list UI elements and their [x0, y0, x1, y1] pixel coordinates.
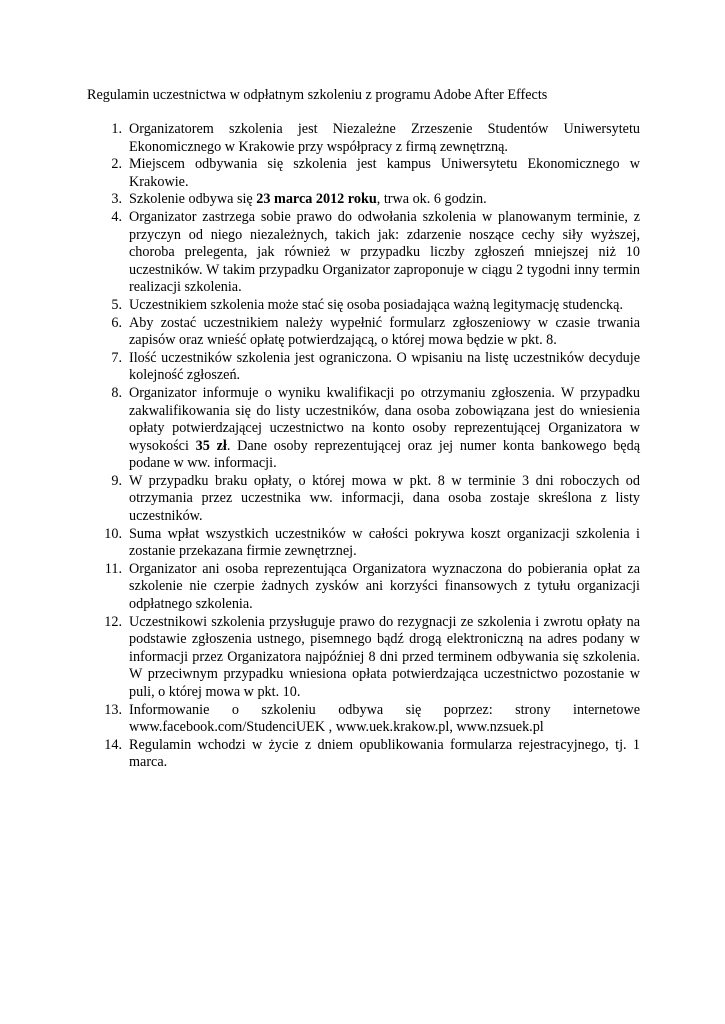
rule-number: 5. — [111, 296, 122, 313]
rule-text-segment: Ilość uczestników szkolenia jest ograniczona. O wpisaniu na listę uczestników decyduje kolejność zgłoszeń. — [129, 349, 640, 384]
rule-item — [85, 315, 640, 350]
rule-text-segment: Aby zostać uczestnikiem należy wypełnić formularz zgłoszeniowy w czasie trwania zapisów oraz wnieść opłatę potwierdzającą, o której mowa będzie w pkt. 8. — [129, 314, 640, 349]
rule-number: 7. — [111, 349, 122, 366]
rule-number: 8. — [111, 384, 122, 401]
rule-text — [129, 191, 487, 207]
rule-text-segment: Organizator ani osoba reprezentująca Organizatora wyznaczona do pobierania opłat za szkolenie nie czerpie żadnych zysków ani korzyści finansowych z tytułu organizacji odpłatnego szkolenia. — [129, 560, 640, 613]
rule-item — [85, 121, 640, 156]
rule-number: 12. — [104, 613, 122, 630]
rule-item — [85, 702, 640, 737]
rule-number: 9. — [111, 472, 122, 489]
rule-item — [85, 191, 640, 209]
rule-text-segment: Uczestnikiem szkolenia może stać się osoba posiadająca ważną legitymację studencką. — [129, 296, 623, 313]
rule-item — [85, 561, 640, 614]
rule-text — [129, 473, 640, 524]
rule-number: 13. — [104, 701, 122, 718]
rule-text — [129, 561, 640, 612]
rule-item — [85, 209, 640, 297]
rule-item — [85, 385, 640, 473]
rule-number: 11. — [104, 560, 122, 577]
rule-item — [85, 526, 640, 561]
rule-number: 4. — [111, 208, 122, 225]
rule-number: 1. — [111, 121, 122, 137]
rule-text-segment: Organizator informuje o wyniku kwalifikacji po otrzymaniu zgłoszenia. W przypadku zakwalifikowania się do listy uczestników, dana osoba zobowiązana jest do wniesienia opłaty potwierdzającej uczestnictwo na konto osoby reprezentującej Organizatora w wysokości — [129, 384, 640, 454]
rule-text-segment: Suma wpłat wszystkich uczestników w całości pokrywa koszt organizacji szkolenia i zostanie przekazana firmie zewnętrznej. — [129, 525, 640, 560]
rule-text-segment: . Dane osoby reprezentującej oraz jej numer konta bankowego będą podane w ww. informacji. — [129, 437, 640, 472]
rule-text — [129, 350, 640, 384]
rule-number: 6. — [111, 314, 122, 331]
rule-number: 2. — [111, 156, 122, 173]
rule-item — [85, 473, 640, 526]
rule-text — [129, 209, 640, 295]
rules-list — [85, 121, 640, 772]
rule-text-bold: 23 marca 2012 roku — [256, 191, 377, 208]
rule-text — [129, 121, 640, 155]
rule-number: 10. — [104, 525, 122, 542]
rule-text-segment: Informowanie o szkoleniu odbywa się poprzez: strony internetowe www.facebook.com/StudenciUEK , www.uek.krakow.pl, www.nzsuek.pl — [129, 701, 640, 736]
rule-text-segment: Miejscem odbywania się szkolenia jest kampus Uniwersytetu Ekonomicznego w Krakowie. — [129, 156, 640, 190]
rule-text-segment: W przypadku braku opłaty, o której mowa w pkt. 8 w terminie 3 dni roboczych od otrzymania przez uczestnika ww. informacji, dana osoba zostaje skreślona z listy uczestników. — [129, 472, 640, 525]
rule-item — [85, 737, 640, 772]
rule-number: 14. — [104, 736, 122, 753]
rule-text-segment: Uczestnikowi szkolenia przysługuje prawo do rezygnacji ze szkolenia i zwrotu opłaty na podstawie zgłoszenia ustnego, pisemnego bądź drogą elektroniczną na adres podany w informacji przez Organizatora najpóźniej 8 dni przed terminem odbywania się szkolenia. W przeciwnym przypadku wniesiona opłata potwierdzająca uczestnictwo pozostanie w puli, o której mowa w pkt. 10. — [129, 613, 640, 700]
document-title: Regulamin uczestnictwa w odpłatnym szkoleniu z programu Adobe After Effects — [87, 87, 548, 103]
rule-text-bold: 35 zł — [195, 437, 227, 454]
rule-text — [129, 614, 640, 700]
rule-number: 3. — [111, 191, 122, 208]
rule-text-segment: Szkolenie odbywa się — [129, 191, 257, 208]
rule-text — [129, 737, 640, 771]
rule-text — [129, 385, 640, 471]
rule-text — [129, 156, 640, 190]
rule-text — [129, 297, 623, 313]
rule-text-segment: , trwa ok. 6 godzin. — [376, 191, 487, 208]
rule-text — [129, 702, 640, 736]
rule-item — [85, 297, 640, 315]
rule-item — [85, 614, 640, 702]
rule-text-segment: Regulamin wchodzi w życie z dniem opublikowania formularza rejestracyjnego, tj. 1 marca. — [129, 736, 640, 771]
rule-text-segment: Organizator zastrzega sobie prawo do odwołania szkolenia w planowanym terminie, z przyczyn od niego niezależnych, takich jak: zdarzenie noszące cechy siły wyższej, choroba prelegenta, jak również w przypadku liczby zgłoszeń mniejszej niż 10 uczestników. W takim przypadku Organizator zaproponuje w ciągu 2 tygodni inny termin realizacji szkolenia. — [129, 208, 640, 296]
rule-text — [129, 315, 640, 349]
rule-item — [85, 156, 640, 191]
rule-text-segment: Organizatorem szkolenia jest Niezależne Zrzeszenie Studentów Uniwersytetu Ekonomicznego w Krakowie przy współpracy z firmą zewnętrzną. — [129, 121, 640, 155]
rule-item — [85, 350, 640, 385]
rule-text — [129, 526, 640, 560]
